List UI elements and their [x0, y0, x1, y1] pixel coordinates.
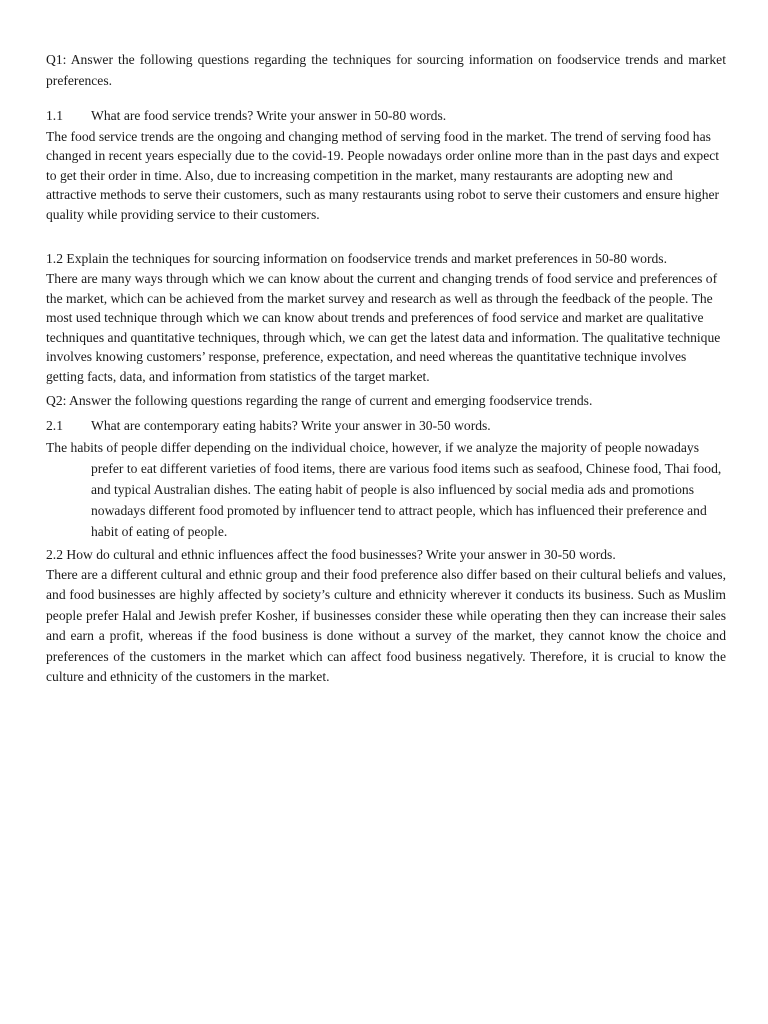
question-1-1 — [46, 106, 726, 126]
question-2-1-number: 2.1 — [46, 417, 63, 433]
answer-1-2: There are many ways through which we can know about the current and changing trends of food service and preferences of the market, which can be achieved from the market survey and research as well as through the feedback of the people. The most used technique through which we can know about trends and preferences of food service and market are qualitative techniques and quantitative techniques, through which, we can get the latest data and information. The qualitative technique involves knowing customers’ response, preference, expectation, and need whereas the quantitative technique involves getting facts, data, and information from statistics of the target market. — [46, 271, 721, 384]
answer-2-1: The habits of people differ depending on the individual choice, however, if we analyze the majority of people nowadays prefer to eat different varieties of food items, there are various food items such as seafood, Chinese food, Thai food, and typical Australian dishes. The eating habit of people is also influenced by social media ads and promotions nowadays different food promoted by influencer tend to attract people, which has influenced their preference and habit of eating of people. — [46, 440, 722, 539]
question-1-2: 1.2 Explain the techniques for sourcing information on foodservice trends and market preferences in 50-80 words. — [46, 251, 667, 266]
question-2-1 — [46, 416, 726, 436]
question-1-1-number: 1.1 — [46, 108, 63, 123]
answer-1-1: The food service trends are the ongoing and changing method of serving food in the market. The trend of serving food has changed in recent years especially due to the covid-19. People nowadays order online more than in the past days and expect to get their order in time. Also, due to increasing competition in the market, many restaurants are adopting new and attractive methods to serve their customers, such as many restaurants using robot to serve their customers and ensure higher quality while providing service to their customers. — [46, 128, 720, 222]
document-page — [46, 49, 726, 688]
answer-2-2: There are a different cultural and ethnic group and their food preference also differ based on their cultural beliefs and values, and food businesses are highly affected by society’s culture and ethnicity wherever it conducts its business. Such as Muslim people prefer Halal and Jewish prefer Kosher, if businesses consider these while operating then they can increase their sales and earn a profit, whereas if the food business is done without a survey of the market, they cannot know the choice and preferences of the customers in the market which can affect food business negatively. Therefore, it is crucial to know the culture and ethnicity of the customers in the market. — [46, 566, 726, 684]
question-1-1-text: What are food service trends? Write your answer in 50-80 words. — [91, 108, 447, 123]
question-2-1-text: What are contemporary eating habits? Write your answer in 30-50 words. — [91, 417, 491, 433]
question-1-heading: Q1: Answer the following questions regarding the techniques for sourcing information on foodservice trends and market preferences. — [46, 52, 726, 88]
question-2-heading: Q2: Answer the following questions regarding the range of current and emerging foodservice trends. — [46, 393, 593, 408]
question-2-2: 2.2 How do cultural and ethnic influences affect the food businesses? Write your answer in 30-50 words. — [46, 547, 616, 562]
